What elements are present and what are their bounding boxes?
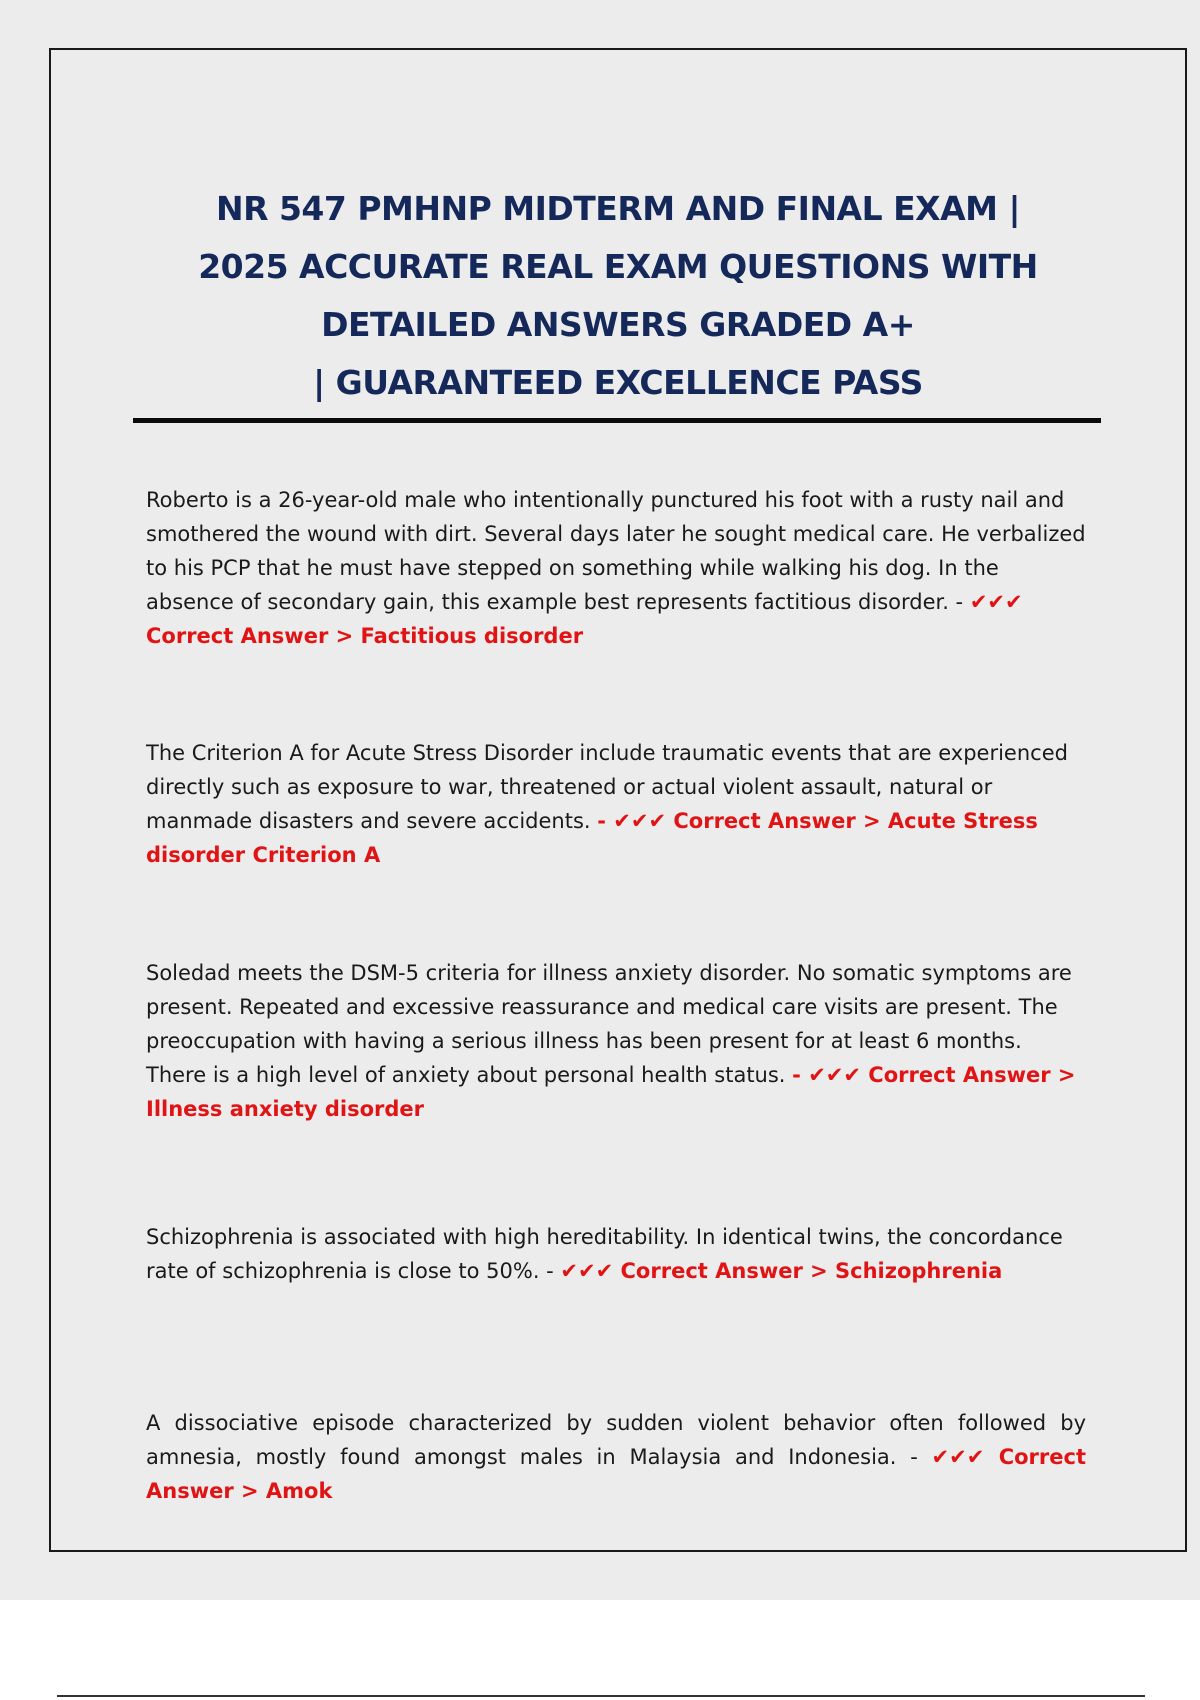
title-line: NR 547 PMHNP MIDTERM AND FINAL EXAM | — [215, 189, 1021, 228]
title-line: 2025 ACCURATE REAL EXAM QUESTIONS WITH — [198, 247, 1038, 286]
answer-text: ✔✔✔ Correct Answer > Schizophrenia — [560, 1259, 1003, 1283]
question-block — [146, 1406, 1086, 1508]
question-text: A dissociative episode characterized by sudden violent behavior often followed by amnesia, mostly found amongst males in Malaysia and Indonesia. - — [146, 1411, 1086, 1469]
question-block — [146, 736, 1086, 872]
question-block — [146, 956, 1086, 1126]
question-text: Soledad meets the DSM-5 criteria for illness anxiety disorder. No somatic symptoms are present. Repeated and excessive reassurance and medical care visits are present. The preoccupation with having a serious illness has been present for at least 6 months. There is a high level of anxiety about personal health status. — [146, 961, 1072, 1087]
document-title — [0, 180, 1200, 412]
question-text: Schizophrenia is associated with high hereditability. In identical twins, the concordance rate of schizophrenia is close to 50%. - — [146, 1225, 1063, 1283]
question-text: The Criterion A for Acute Stress Disorder include traumatic events that are experienced directly such as exposure to war, threatened or actual violent assault, natural or manmade disasters and severe accidents. — [146, 741, 1068, 833]
question-text: Roberto is a 26-year-old male who intentionally punctured his foot with a rusty nail and smothered the wound with dirt. Several days later he sought medical care. He verbalized to his PCP that he must have stepped on something while walking his dog. In the absence of secondary gain, this example best represents factitious disorder. - — [146, 488, 1086, 614]
question-block — [146, 483, 1086, 653]
answer-text: ✔✔✔ Correct Answer > Factitious disorder — [146, 590, 1023, 648]
title-divider — [133, 418, 1101, 423]
title-line: | GUARANTEED EXCELLENCE PASS — [313, 363, 923, 402]
title-line: DETAILED ANSWERS GRADED A+ — [321, 305, 915, 344]
question-block — [146, 1220, 1086, 1288]
footer-divider — [57, 1695, 1145, 1697]
answer-text: - ✔✔✔ Correct Answer > Acute Stress disorder Criterion A — [146, 809, 1038, 867]
answer-text: ✔✔✔ Correct Answer > Amok — [146, 1445, 1086, 1503]
answer-text: - ✔✔✔ Correct Answer > Illness anxiety disorder — [146, 1063, 1076, 1121]
